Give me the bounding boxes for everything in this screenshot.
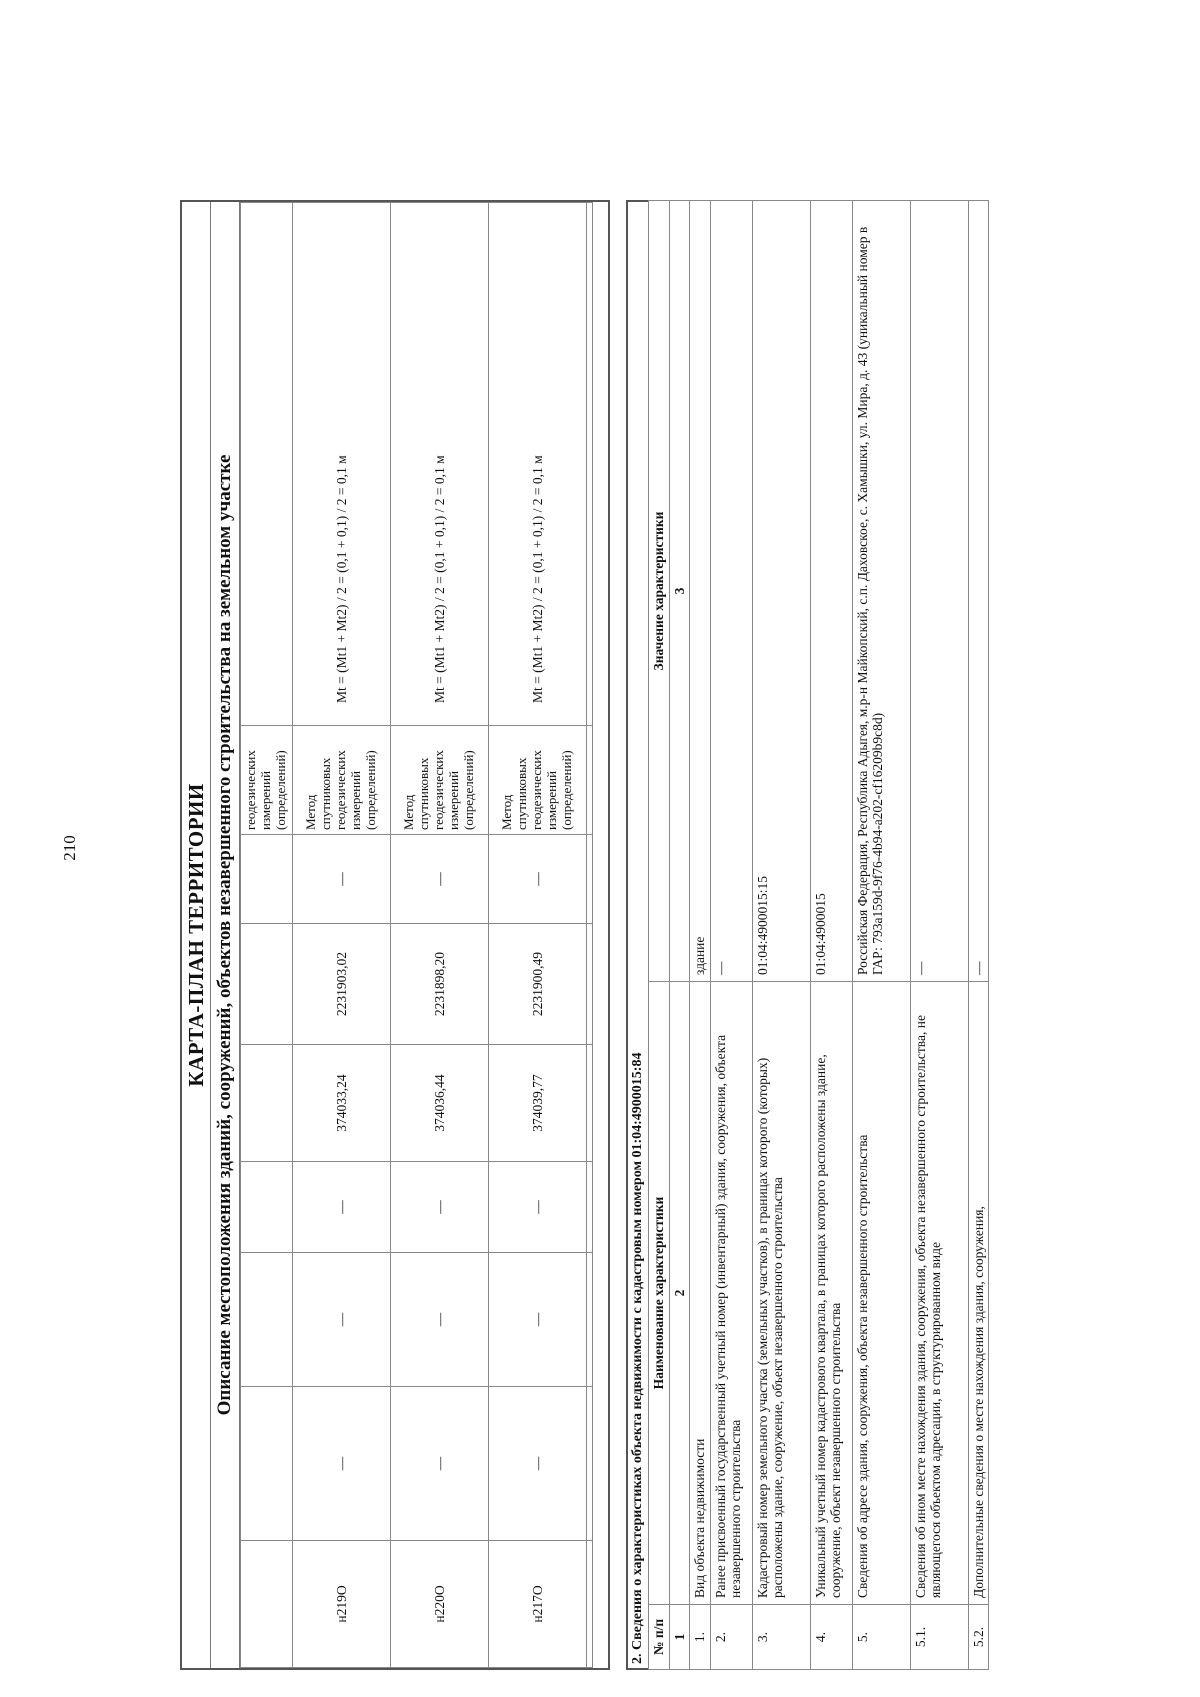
coord-y: 2231903,02 bbox=[293, 924, 391, 1045]
table-row bbox=[587, 203, 593, 1668]
point-name: н219О bbox=[293, 1541, 391, 1668]
points-block bbox=[180, 200, 610, 1670]
method-cell: Метод спутниковых геодезических измерений (определений) bbox=[293, 726, 391, 835]
point-name: н217О bbox=[489, 1541, 587, 1668]
characteristics-table bbox=[648, 200, 989, 1670]
coord-x: 374033,24 bbox=[293, 1045, 391, 1162]
table-row: н217О — — — 374039,77 2231900,49 — Метод спутниковых геодезических измерений (определений) Mt = (Mt1 + Mt2) / 2 = (0,1 + 0,1) / 2 = 0,1 м bbox=[489, 203, 587, 1668]
table-row: 3. Кадастровый номер земельного участка (земельных участков), в границах которого (которых) расположены здание, сооружение, объект незавершенного строительства 01:04:4900015:15 bbox=[752, 201, 810, 1670]
coord-x: 374036,44 bbox=[391, 1045, 489, 1162]
section-subtitle: Описание местоположения зданий, сооружений, объектов незавершенного строительства на земельном участке bbox=[211, 202, 240, 1668]
table-row: 2. Ранее присвоенный государственный учетный номер (инвентарный) здания, сооружения, объекта незавершенного строительства — bbox=[710, 201, 752, 1670]
formula-cell: Mt = (Mt1 + Mt2) / 2 = (0,1 + 0,1) / 2 = 0,1 м bbox=[293, 203, 391, 726]
table-row: 1. Вид объекта недвижимости здание bbox=[690, 201, 711, 1670]
coord-y: 2231898,20 bbox=[391, 924, 489, 1045]
table-row: 4. Уникальный учетный номер кадастрового квартала, в границах которого расположены здание, сооружение, объект незавершенного строительства 01:04:4900015 bbox=[810, 201, 852, 1670]
method-cell: Метод спутниковых геодезических измерений (определений) bbox=[391, 726, 489, 835]
column-number-row: 1 2 3 bbox=[669, 201, 690, 1670]
table-row: 5. Сведения об адресе здания, сооружения, объекта незавершенного строительства Российская Федерация, Республика Адыгея, м.р-н Майкопский, с.п. Даховское, с. Хамышки, ул. Мира, д. 43 (уникальный номер в ГАР: 793a159d-9f76-4b94-a202-cf16209b9c8d) bbox=[852, 201, 910, 1670]
header-row: № п/п Наименование характеристики Значение характеристики bbox=[649, 201, 670, 1670]
table-row: н219О — — — 374033,24 2231903,02 — Метод спутниковых геодезических измерений (определений) Mt = (Mt1 + Mt2) / 2 = (0,1 + 0,1) / 2 = 0,1 м bbox=[293, 203, 391, 1668]
point-name: н220О bbox=[391, 1541, 489, 1668]
page-number: 210 bbox=[60, 835, 79, 861]
method-cell: геодезических измерений (определений) bbox=[241, 726, 293, 835]
coord-x: 374039,77 bbox=[489, 1045, 587, 1162]
coord-y: 2231900,49 bbox=[489, 924, 587, 1045]
table-row: 5.2. Дополнительные сведения о месте нахождения здания, сооружения, — bbox=[968, 201, 989, 1670]
table-row bbox=[241, 203, 293, 1668]
page-title: КАРТА-ПЛАН ТЕРРИТОРИИ bbox=[182, 202, 211, 1668]
formula-cell: Mt = (Mt1 + Mt2) / 2 = (0,1 + 0,1) / 2 = 0,1 м bbox=[391, 203, 489, 726]
rotated-document bbox=[180, 200, 1020, 1670]
table-row: н220О — — — 374036,44 2231898,20 — Метод спутниковых геодезических измерений (определений) Mt = (Mt1 + Mt2) / 2 = (0,1 + 0,1) / 2 = 0,1 м bbox=[391, 203, 489, 1668]
method-cell: Метод спутниковых геодезических измерений (определений) bbox=[489, 726, 587, 835]
formula-cell: Mt = (Mt1 + Mt2) / 2 = (0,1 + 0,1) / 2 = 0,1 м bbox=[489, 203, 587, 726]
characteristics-block bbox=[626, 200, 1020, 1670]
section-heading: 2. Сведения о характеристиках объекта недвижимости с кадастровым номером 01:04:4900015:84 bbox=[626, 200, 648, 1670]
table-row: 5.1. Сведения об ином месте нахождения здания, сооружения, объекта незавершенного строительства, не являющегося объектом адресации, в структурированном виде — bbox=[910, 201, 968, 1670]
points-table bbox=[240, 202, 593, 1668]
